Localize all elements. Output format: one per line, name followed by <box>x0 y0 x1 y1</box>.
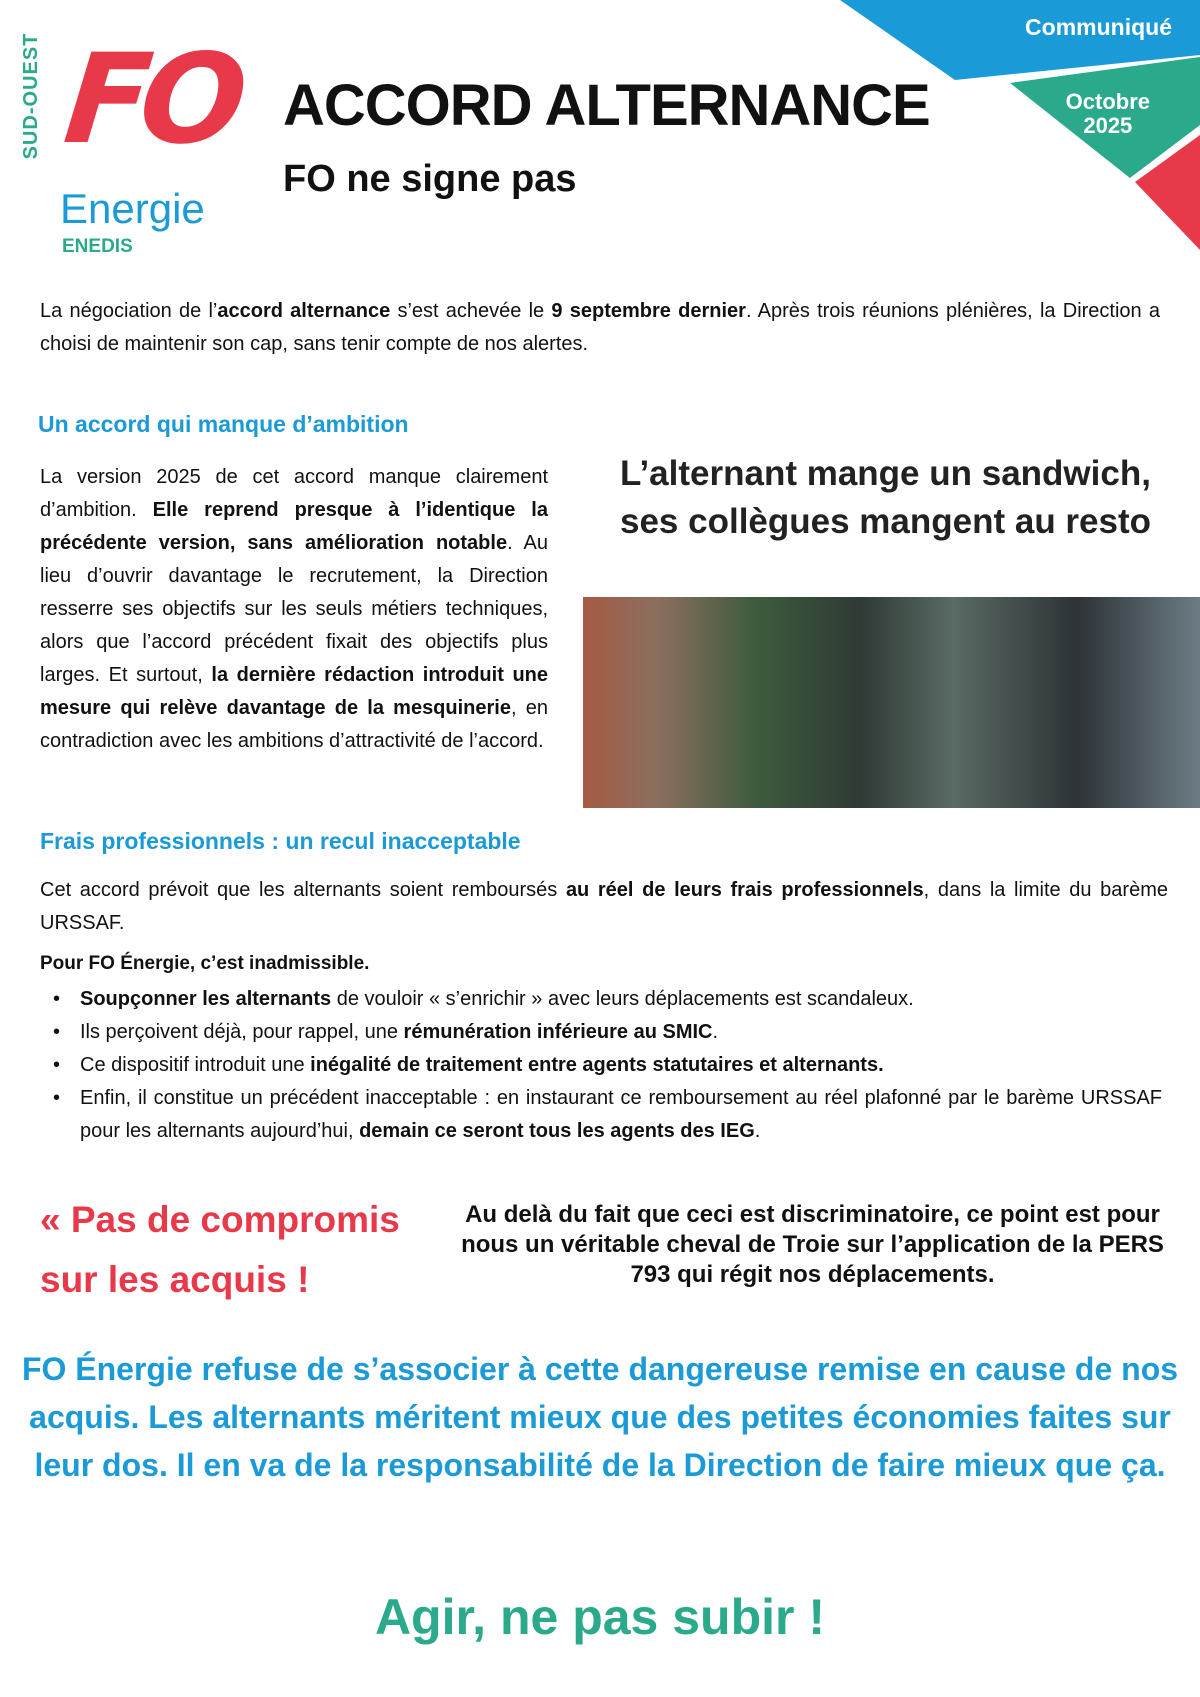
intro-paragraph: La négociation de l’accord alternance s’est achevée le 9 septembre dernier. Après trois réunions plénières, la Direction a choisi de maintenir son cap, sans tenir compte de nos alertes. <box>40 300 1161 355</box>
section-heading-ambition: Un accord qui manque d’ambition <box>38 411 409 437</box>
illustration-caption: L’alternant mange un sandwich, ses collègues mangent au resto <box>620 454 1152 541</box>
list-item: • Soupçonner les alternants de vouloir « s’enrichir » avec leurs déplacements est scandaleux. <box>40 983 1162 1016</box>
slogan: Agir, ne pas subir ! <box>374 1589 826 1645</box>
document-type: Communiqué <box>1025 14 1172 40</box>
logo-enedis: ENEDIS <box>62 236 133 257</box>
section-frais-text: Cet accord prévoit que les alternants soient remboursés au réel de leurs frais professionnels, dans la limite du barème URSSAF. <box>40 879 1168 934</box>
section-heading-frais: Frais professionnels : un recul inacceptable <box>40 828 521 854</box>
logo-region: SUD-OUEST <box>20 32 42 160</box>
date-year: 2025 <box>1083 113 1133 138</box>
logo-fo: FO <box>58 28 244 172</box>
list-item: • Ce dispositif introduit une inégalité de traitement entre agents statutaires et alternants. <box>40 1049 1162 1082</box>
list-item: • Ils perçoivent déjà, pour rappel, une rémunération inférieure au SMIC. <box>40 1016 1162 1049</box>
document-date <box>1066 90 1150 138</box>
page-title: ACCORD ALTERNANCE <box>283 73 930 138</box>
conclusion: FO Énergie refuse de s’associer à cette dangereuse remise en cause de nos acquis. Les alternants méritent mieux que des petites économies faites sur leur dos. Il en va de la responsabilité de la Direction de faire mieux que ça. <box>21 1351 1179 1483</box>
page-subtitle: FO ne signe pas <box>283 158 577 200</box>
pull-quote: « Pas de compromis sur les acquis ! <box>40 1199 400 1300</box>
bullet-list <box>40 983 1162 1148</box>
section-frais-lead: Pour FO Énergie, c’est inadmissible. <box>40 953 370 974</box>
illustration-photo <box>583 597 1200 808</box>
logo-energie: Energie <box>60 185 205 232</box>
list-item: • Enfin, il constitue un précédent inacceptable : en instaurant ce remboursement au réel plafonné par le barème URSSAF pour les alternants aujourd’hui, demain ce seront tous les agents des IEG. <box>40 1082 1162 1148</box>
quote-explanation: Au delà du fait que ceci est discriminatoire, ce point est pour nous un véritable cheval de Troie sur l’application de la PERS 793 qui régit nos déplacements. <box>461 1201 1164 1288</box>
date-month: Octobre <box>1065 89 1150 114</box>
section-ambition-text: La version 2025 de cet accord manque clairement d’ambition. Elle reprend presque à l’identique la précédente version, sans amélioration notable. Au lieu d’ouvrir davantage le recrutement, la Direction resserre ses objectifs sur les seuls métiers techniques, alors que l’accord précédent fixait des objectifs plus larges. Et surtout, la dernière rédaction introduit une mesure qui relève davantage de la mesquinerie, en contradiction avec les ambitions d’attractivité de l’accord. <box>40 466 548 752</box>
